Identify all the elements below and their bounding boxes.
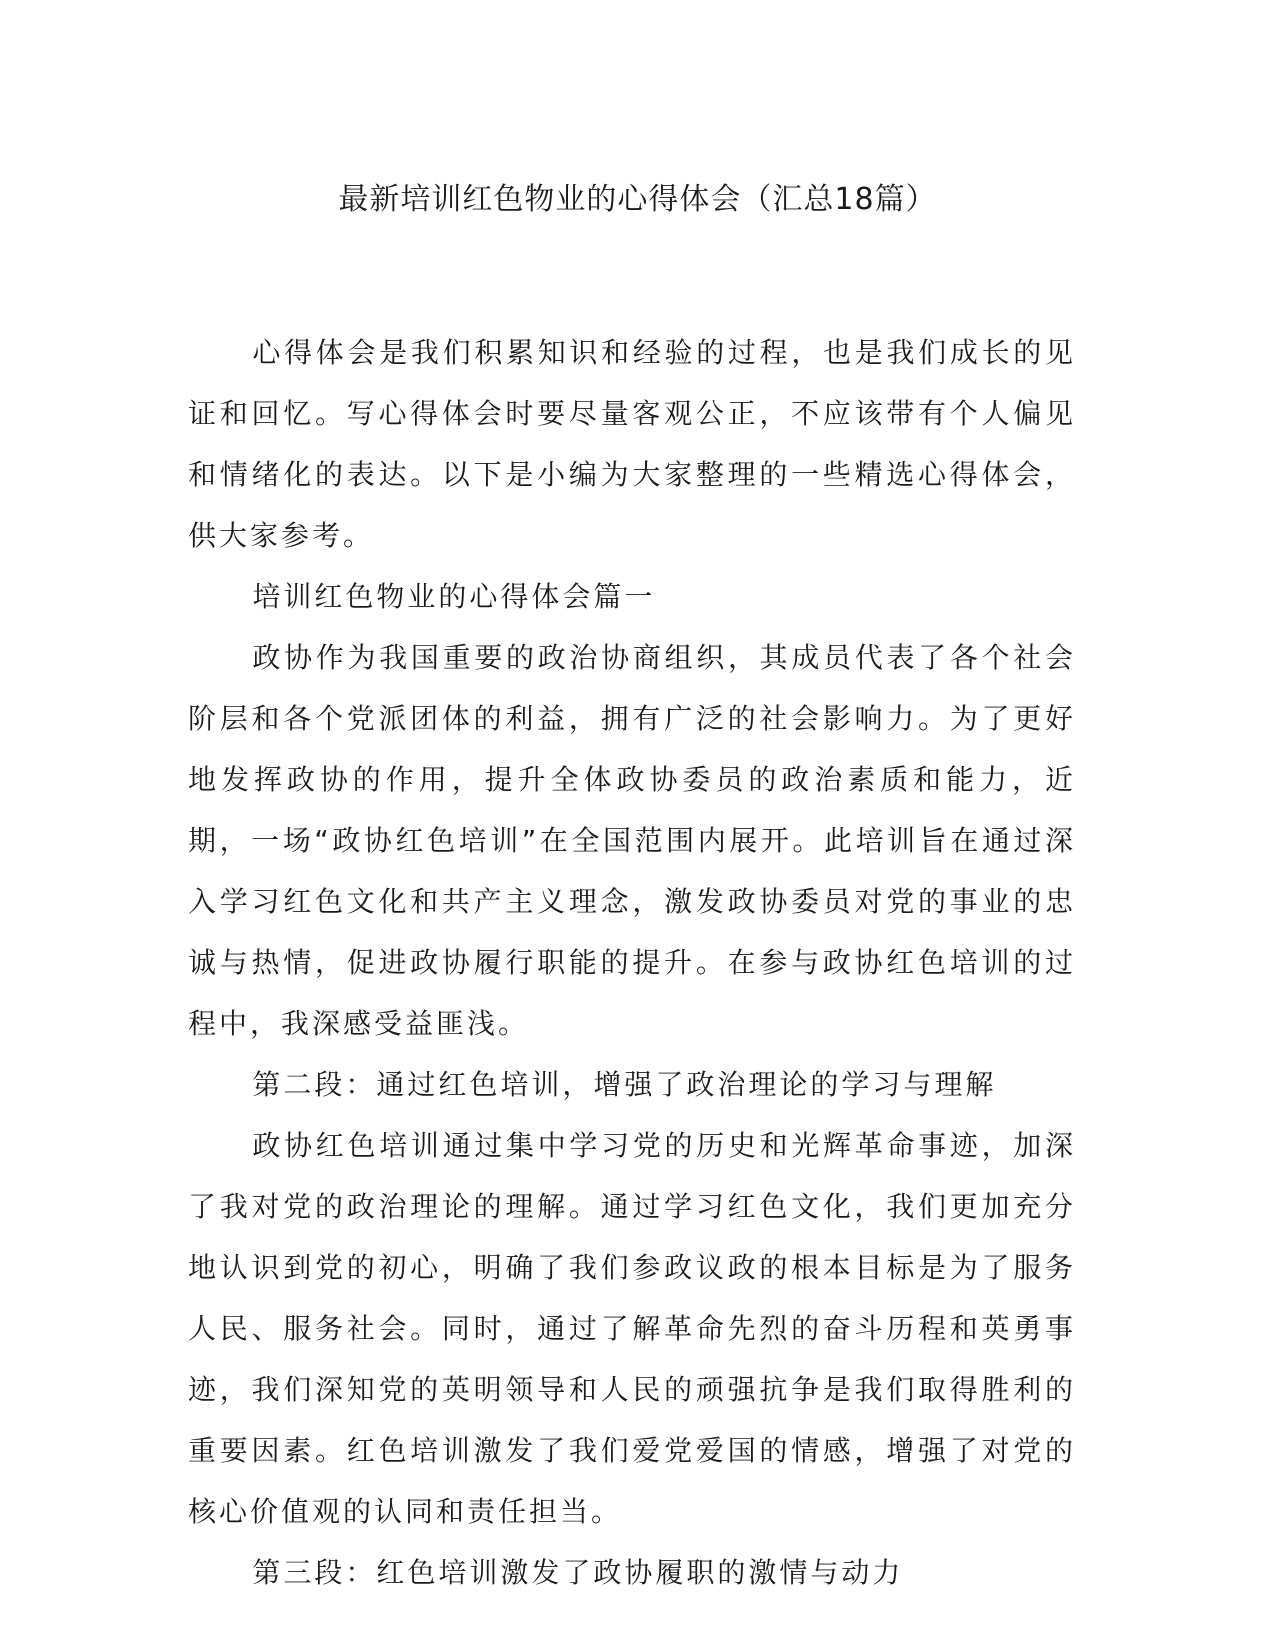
body-paragraph-1: 政协作为我国重要的政治协商组织，其成员代表了各个社会阶层和各个党派团体的利益，拥有广泛的社会影响力。为了更好地发挥政协的作用，提升全体政协委员的政治素质和能力，近期，一场“政协红色培训”在全国范围内展开。此培训旨在通过深入学习红色文化和共产主义理念，激发政协委员对党的事业的忠诚与热情，促进政协履行职能的提升。在参与政协红色培训的过程中，我深感受益匪浅。 — [188, 641, 1076, 1040]
intro-paragraph: 心得体会是我们积累知识和经验的过程，也是我们成长的见证和回忆。写心得体会时要尽量客观公正，不应该带有个人偏见和情绪化的表达。以下是小编为大家整理的一些精选心得体会，供大家参考。 — [188, 336, 1076, 552]
document-title: 最新培训红色物业的心得体会（汇总18篇） — [338, 182, 937, 217]
section-heading-3: 第三段：红色培训激发了政协履职的激情与动力 — [252, 1556, 904, 1589]
body-paragraph-2: 政协红色培训通过集中学习党的历史和光辉革命事迹，加深了我对党的政治理论的理解。通过学习红色文化，我们更加充分地认识到党的初心，明确了我们参政议政的根本目标是为了服务人民、服务社会。同时，通过了解革命先烈的奋斗历程和英勇事迹，我们深知党的英明领导和人民的顽强抗争是我们取得胜利的重要因素。红色培训激发了我们爱党爱国的情感，增强了对党的核心价值观的认同和责任担当。 — [188, 1129, 1076, 1528]
section-heading-2: 第二段：通过红色培训，增强了政治理论的学习与理解 — [252, 1068, 997, 1101]
document-body — [188, 322, 1076, 1603]
section-heading-1: 培训红色物业的心得体会篇一 — [252, 580, 656, 613]
